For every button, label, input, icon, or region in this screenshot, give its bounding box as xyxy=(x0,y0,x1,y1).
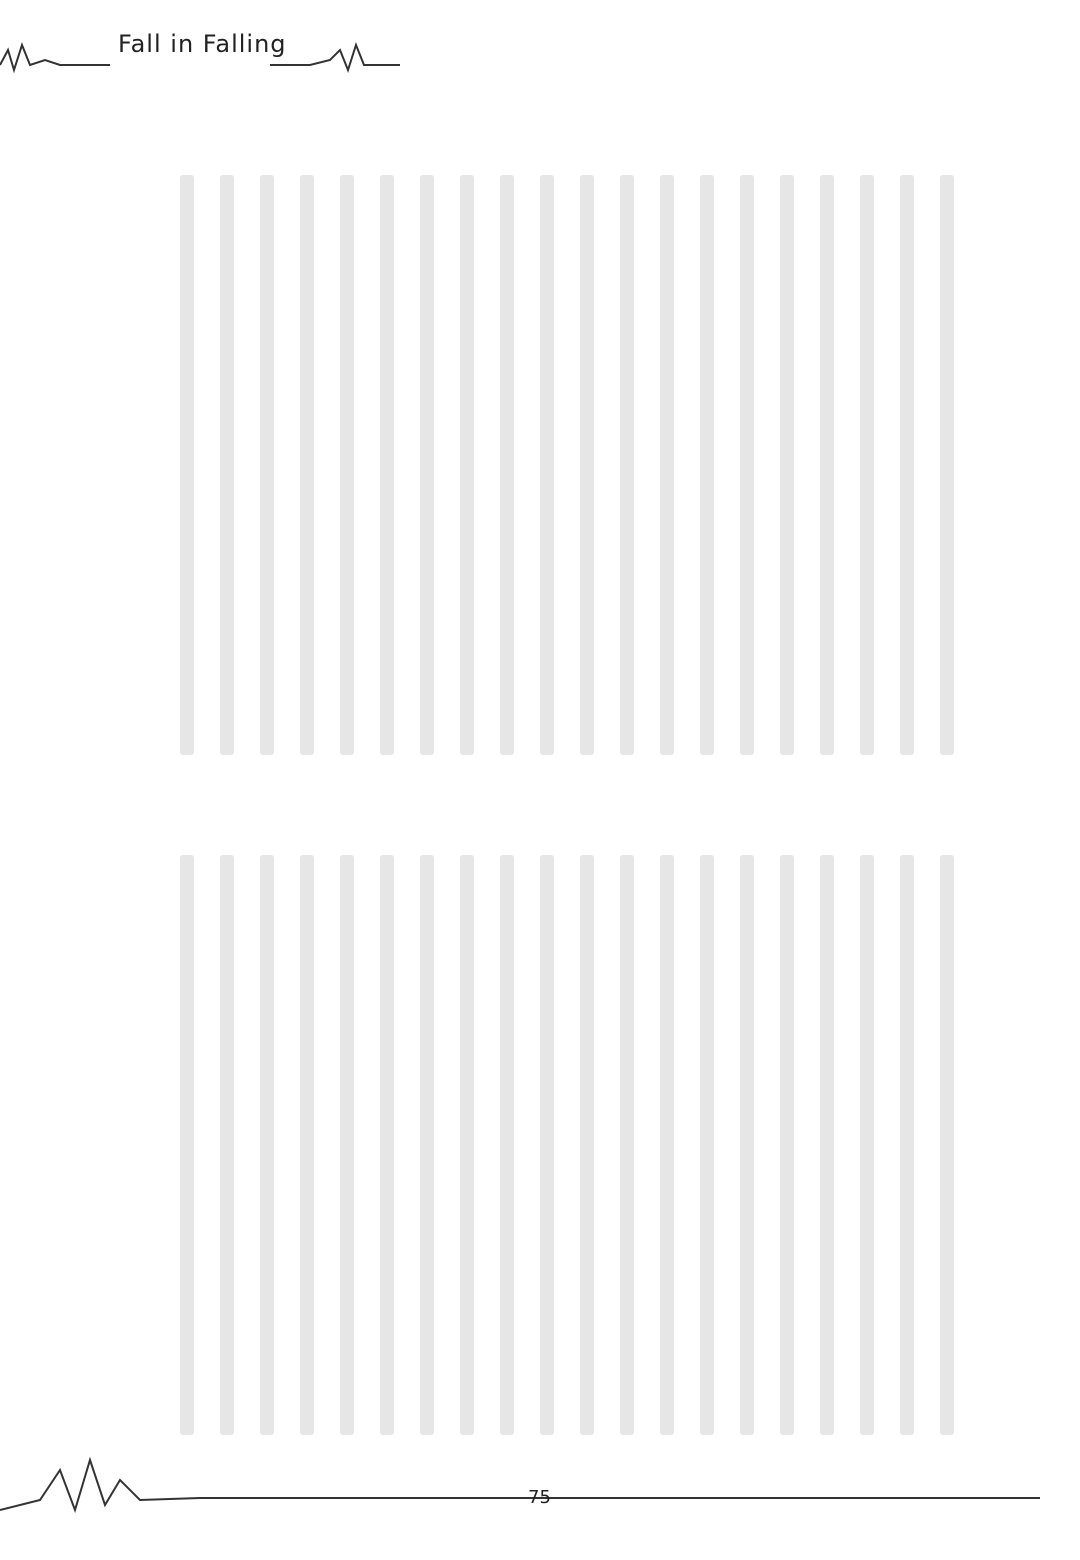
text-column-placeholder xyxy=(740,175,754,755)
text-column-placeholder xyxy=(420,175,434,755)
text-column-placeholder xyxy=(220,175,234,755)
text-column-placeholder xyxy=(300,855,314,1435)
text-column-placeholder xyxy=(500,175,514,755)
text-column-placeholder xyxy=(780,175,794,755)
text-column-placeholder xyxy=(900,855,914,1435)
text-column-placeholder xyxy=(620,855,634,1435)
text-column-placeholder xyxy=(660,855,674,1435)
text-column-placeholder xyxy=(340,175,354,755)
text-column-placeholder xyxy=(820,175,834,755)
text-column-placeholder xyxy=(780,855,794,1435)
text-column-placeholder xyxy=(940,855,954,1435)
footer-ornament xyxy=(0,1440,1080,1520)
text-column-placeholder xyxy=(180,175,194,755)
text-column-placeholder xyxy=(220,855,234,1435)
text-column-placeholder xyxy=(380,855,394,1435)
text-column-placeholder xyxy=(260,855,274,1435)
text-column-placeholder xyxy=(540,175,554,755)
text-column-placeholder xyxy=(420,855,434,1435)
text-column-placeholder xyxy=(900,175,914,755)
text-column-placeholder xyxy=(860,175,874,755)
text-column-placeholder xyxy=(620,175,634,755)
text-column-placeholder xyxy=(700,855,714,1435)
text-column-placeholder xyxy=(340,855,354,1435)
page-header-title: Fall in Falling xyxy=(118,30,287,58)
text-column-placeholder xyxy=(740,855,754,1435)
text-column-placeholder xyxy=(660,175,674,755)
text-column-placeholder xyxy=(180,855,194,1435)
text-column-placeholder xyxy=(700,175,714,755)
text-column-placeholder xyxy=(500,855,514,1435)
text-column-placeholder xyxy=(460,175,474,755)
text-column-placeholder xyxy=(460,855,474,1435)
page-number: 75 xyxy=(528,1487,551,1508)
text-column-placeholder xyxy=(300,175,314,755)
text-column-placeholder xyxy=(820,855,834,1435)
text-column-placeholder xyxy=(260,175,274,755)
text-column-placeholder xyxy=(540,855,554,1435)
text-column-placeholder xyxy=(860,855,874,1435)
text-column-placeholder xyxy=(940,175,954,755)
text-column-placeholder xyxy=(580,855,594,1435)
text-column-placeholder xyxy=(580,175,594,755)
text-column-placeholder xyxy=(380,175,394,755)
